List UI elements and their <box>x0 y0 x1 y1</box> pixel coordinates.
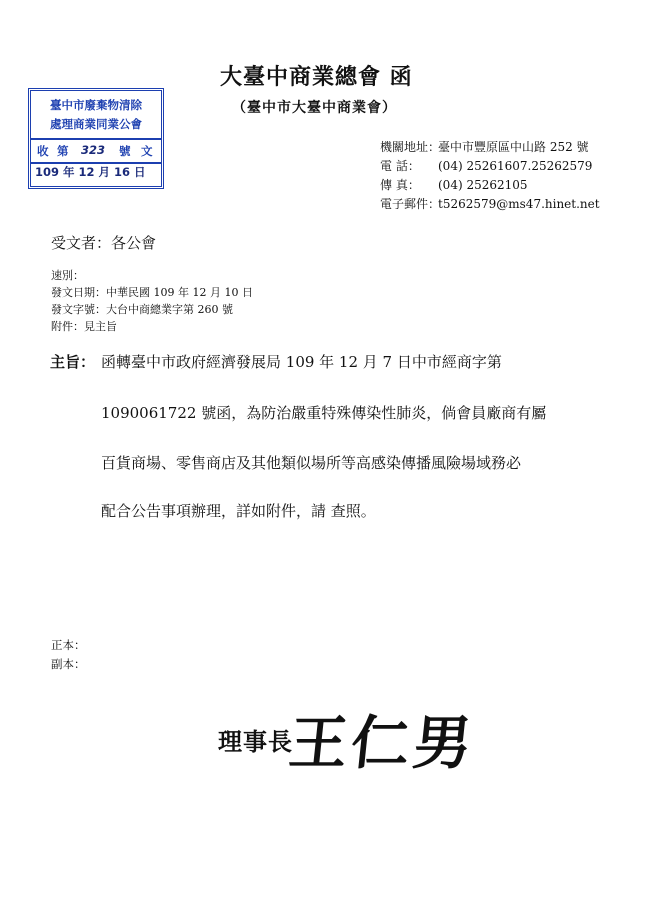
copies <box>51 636 86 674</box>
stamp-org-line1: 臺中市廢棄物清除 <box>50 98 142 112</box>
document-subtitle: （臺中市大臺中商業會） <box>232 100 397 116</box>
reference-number: 發文字號：大台中商總業字第 260 號 <box>51 303 233 316</box>
phone-label: 電 話： <box>380 159 420 173</box>
attachment: 附件：見主旨 <box>51 320 117 333</box>
address-value: 臺中市豐原區中山路 252 號 <box>438 140 589 154</box>
signature-name: 王仁男 <box>285 709 480 777</box>
document-title: 大臺中商業總會 函 <box>220 64 413 90</box>
received-stamp <box>28 88 164 189</box>
recipient: 受文者：各公會 <box>51 234 157 252</box>
main-copy-label: 正本： <box>51 638 86 652</box>
cc-copy-label: 副本： <box>51 657 86 671</box>
fax-value: (04) 25262105 <box>438 178 528 192</box>
stamp-number-suffix: 號 <box>119 144 131 158</box>
phone-value: (04) 25261607.25262579 <box>438 159 593 173</box>
stamp-number-value: 323 <box>81 143 106 157</box>
stamp-doc-label: 文 <box>141 144 153 158</box>
email-value: t5262579@ms47.hinet.net <box>438 197 600 211</box>
subject-line: 百貨商場、零售商店及其他類似場所等高感染傳播風險場域務必 <box>101 454 522 472</box>
speed: 速別： <box>51 269 84 282</box>
address-label: 機關地址： <box>380 140 441 154</box>
contact-info <box>380 138 600 214</box>
stamp-received-date: 109 年 12 月 16 日 <box>35 165 146 179</box>
issue-date: 發文日期：中華民國 109 年 12 月 10 日 <box>51 286 253 299</box>
subject-label: 主旨： <box>50 353 96 371</box>
document-meta <box>51 267 253 335</box>
stamp-org-line2: 處理商業同業公會 <box>50 117 142 131</box>
stamp-number-label: 第 <box>57 144 69 158</box>
stamp-number-row <box>31 138 161 164</box>
subject-line: 1090061722 號函，為防治嚴重特殊傳染性肺炎，倘會員廠商有屬 <box>101 404 547 422</box>
fax-label: 傳 真： <box>380 178 420 192</box>
subject-line: 配合公告事項辦理，詳如附件，請 查照。 <box>101 502 376 520</box>
subject-line: 函轉臺中市政府經濟發展局 109 年 12 月 7 日中市經商字第 <box>101 353 502 371</box>
signature-title: 理事長 <box>218 728 293 756</box>
stamp-received-label: 收 <box>37 144 49 158</box>
email-label: 電子郵件： <box>380 197 441 211</box>
